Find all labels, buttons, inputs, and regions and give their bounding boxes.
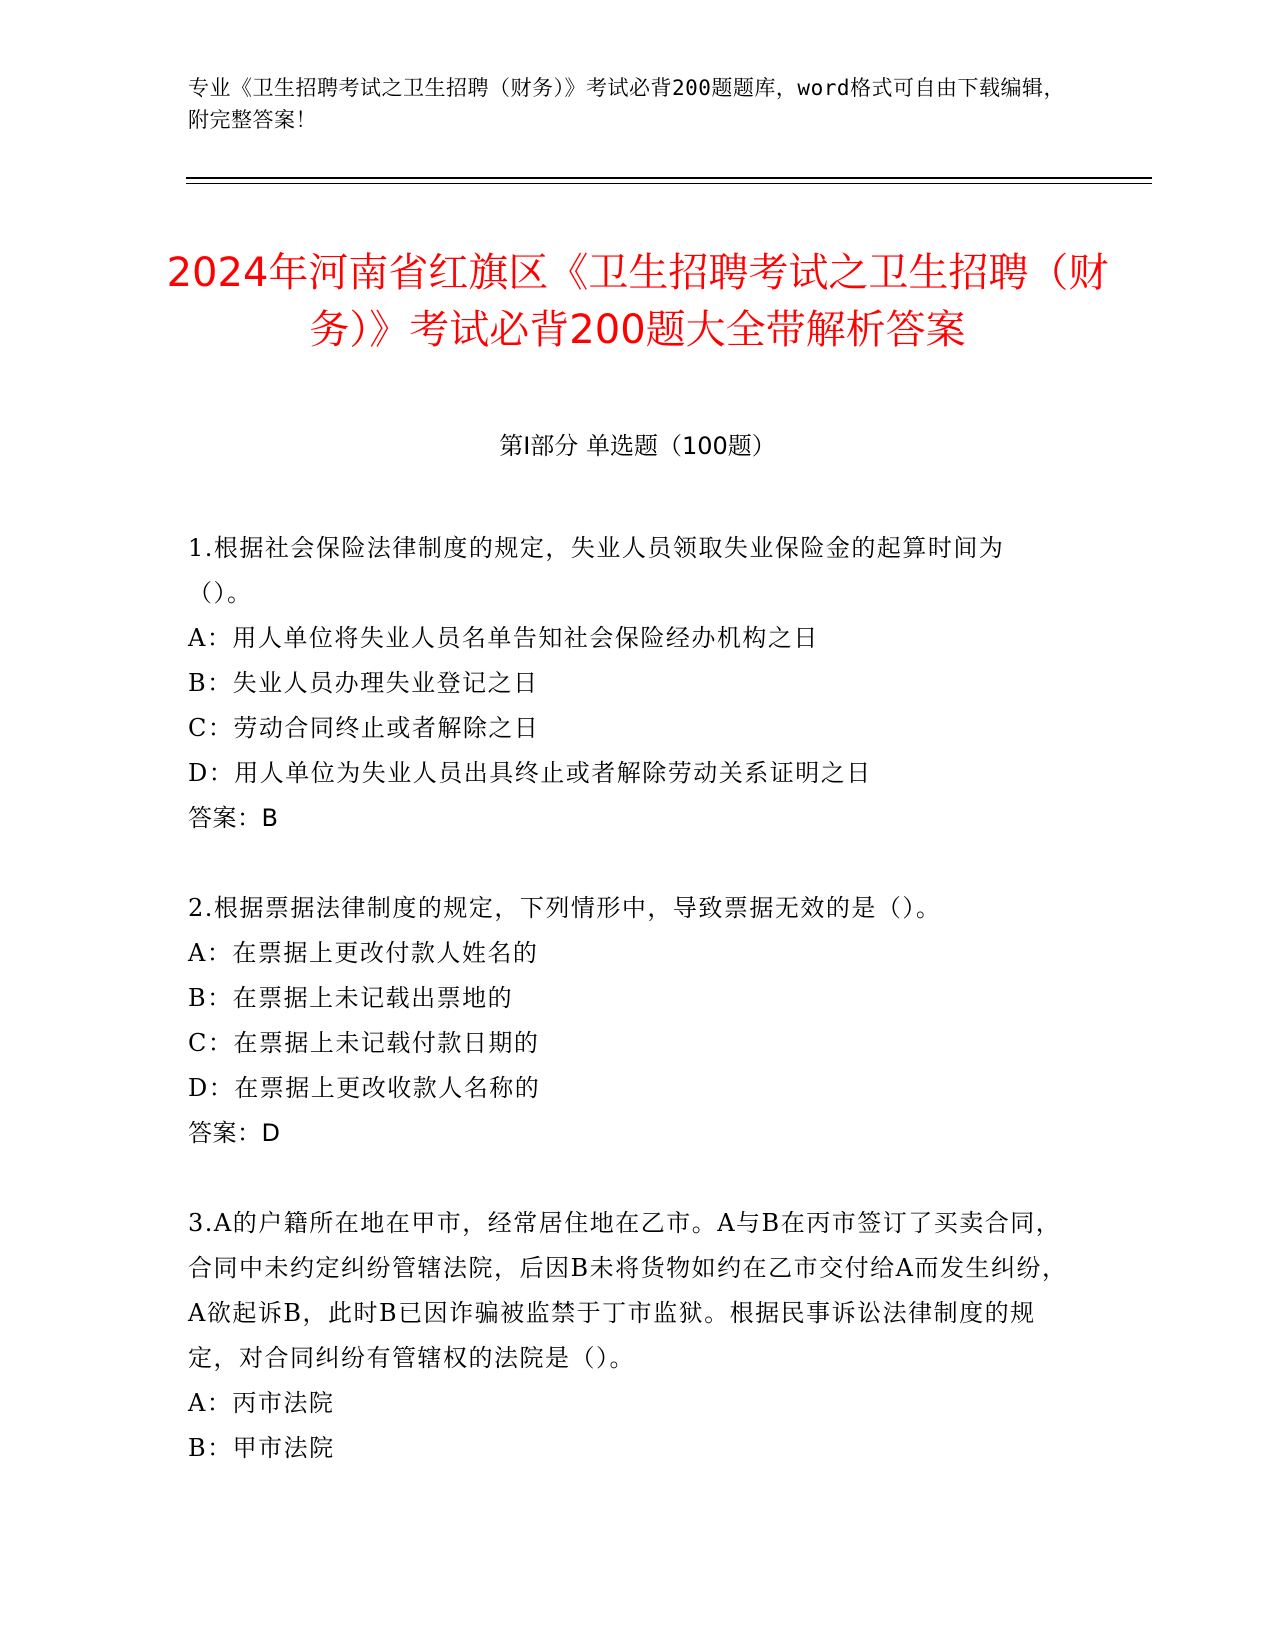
document-title: 2024年河南省红旗区《卫生招聘考试之卫生招聘（财务）》考试必背200题大全带解析答案 xyxy=(166,249,1109,353)
question-answer: 答案：B xyxy=(188,804,279,832)
question-option: B：甲市法院 xyxy=(188,1434,335,1462)
section-title: 第I部分 单选题（100题） xyxy=(499,432,776,460)
question-stem: 3.A的户籍所在地在甲市，经常居住地在乙市。A与B在丙市签订了买卖合同，合同中未约定纠纷管辖法院，后因B未将货物如约在乙市交付给A而发生纠纷，A欲起诉B，此时B已因诈骗被监禁于丁市监狱。根据民事诉讼法律制度的规定，对合同纠纷有管辖权的法院是（）。 xyxy=(188,1209,1068,1372)
document-header-note: 专业《卫生招聘考试之卫生招聘（财务）》考试必背200题题库，word格式可自由下载编辑，附完整答案！ xyxy=(188,76,1065,132)
question-item xyxy=(188,886,1068,1156)
question-option: C：在票据上未记载付款日期的 xyxy=(188,1029,540,1057)
question-item xyxy=(188,526,1068,841)
question-option: D：在票据上更改收款人名称的 xyxy=(188,1074,541,1102)
question-stem: 1.根据社会保险法律制度的规定，失业人员领取失业保险金的起算时间为（）。 xyxy=(188,534,1005,607)
question-option: D：用人单位为失业人员出具终止或者解除劳动关系证明之日 xyxy=(188,759,872,787)
header-divider-thin xyxy=(186,183,1152,184)
question-stem: 2.根据票据法律制度的规定，下列情形中，导致票据无效的是（）。 xyxy=(188,894,942,922)
question-answer: 答案：D xyxy=(188,1119,281,1147)
question-option: C：劳动合同终止或者解除之日 xyxy=(188,714,540,742)
question-option: A：丙市法院 xyxy=(188,1389,335,1417)
question-option: B：失业人员办理失业登记之日 xyxy=(188,669,539,697)
question-option: A：在票据上更改付款人姓名的 xyxy=(188,939,539,967)
question-item xyxy=(188,1201,1068,1471)
question-option: B：在票据上未记载出票地的 xyxy=(188,984,514,1012)
header-divider-thick xyxy=(186,177,1152,179)
question-list xyxy=(188,526,1068,1471)
question-option: A：用人单位将失业人员名单告知社会保险经办机构之日 xyxy=(188,624,819,652)
